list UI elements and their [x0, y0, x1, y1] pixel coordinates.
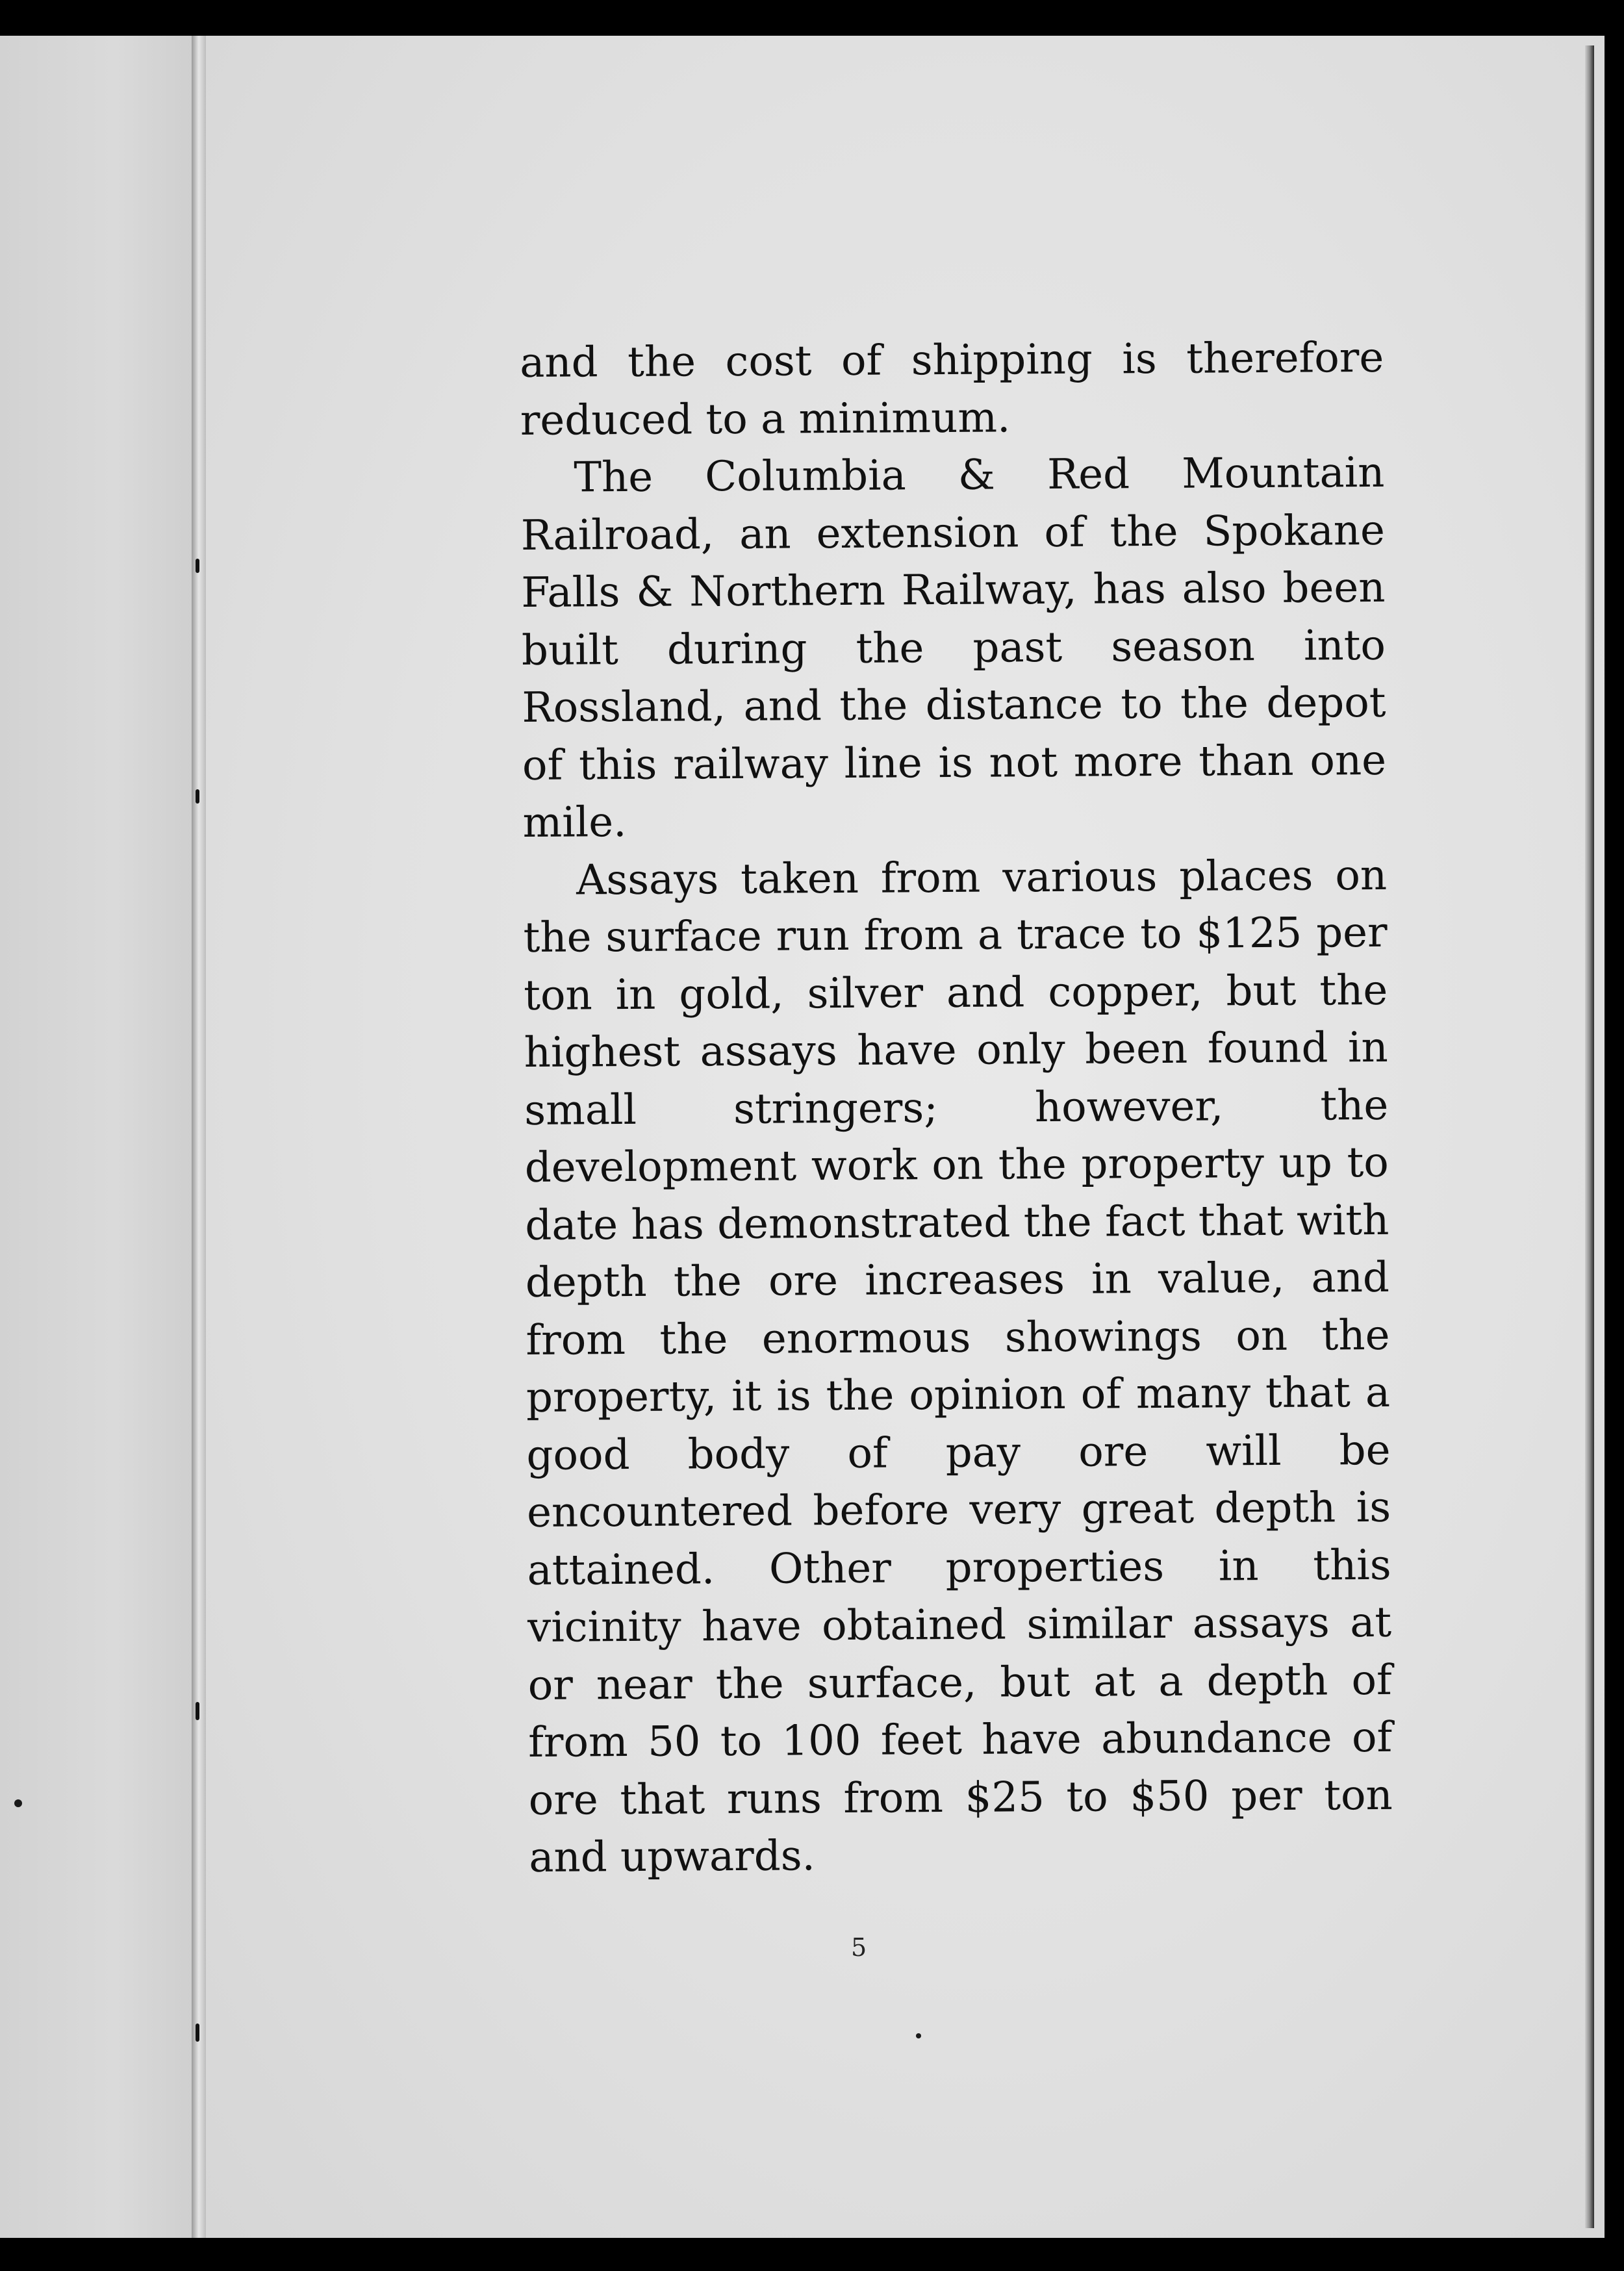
scan-speck: [916, 2033, 921, 2038]
book-gutter: [192, 36, 206, 2238]
paragraph-railroad: The Columbia & Red Mountain Railroad, an extension of the Spokane Falls & Northern Railway, has also been built during the past season into Rossland, and the distance to the depot of this railway line is not more than one mile.: [520, 448, 1387, 847]
binding-stitch: [196, 1702, 199, 1720]
paragraph-assays: Assays taken from various places on the surface run from a trace to $125 per ton in gold, silver and copper, but the highest assays have only been found in small stringers; however, the development work on the property up to date has demonstrated the fact that with depth the ore increases in value, and from the enormous showings on the property, it is the opinion of many that a good body of pay ore will be encountered before very great depth is attained. Other properties in this vicinity have obtained similar assays at or near the surface, but at a depth of from 50 to 100 feet have abundance of ore that runs from $25 to $50 per ton and upwards.: [523, 851, 1393, 1882]
paragraph-continuation: and the cost of shipping is therefore reduced to a minimum.: [520, 333, 1384, 445]
binding-stitch: [196, 2024, 199, 2042]
body-text: [520, 329, 1393, 1887]
scan-speck: [14, 1799, 22, 1807]
binding-stitch: [196, 559, 199, 573]
left-page-blank: [0, 36, 192, 2238]
page-number: 5: [851, 1933, 867, 1962]
page-edge-shadow: [1585, 45, 1594, 2228]
binding-stitch: [196, 789, 199, 804]
